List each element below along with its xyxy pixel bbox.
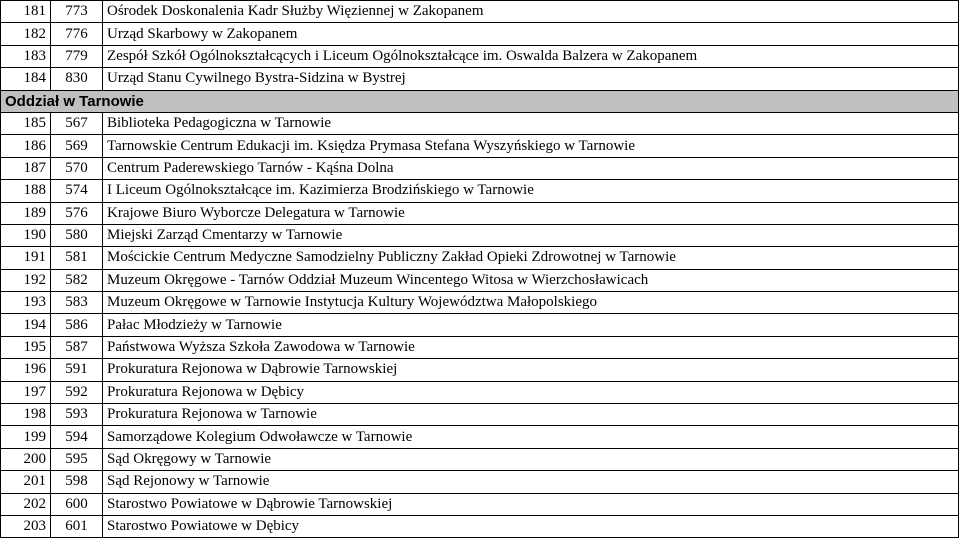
- institution-name-cell: Mościckie Centrum Medyczne Samodzielny Publiczny Zakład Opieki Zdrowotnej w Tarnowie: [103, 247, 959, 269]
- institution-name-cell: Prokuratura Rejonowa w Tarnowie: [103, 404, 959, 426]
- institution-name-cell: Samorządowe Kolegium Odwoławcze w Tarnowie: [103, 426, 959, 448]
- row-number-cell: 186: [1, 135, 51, 157]
- row-number-cell: 195: [1, 336, 51, 358]
- institution-id-cell: 601: [51, 515, 103, 537]
- row-number-cell: 201: [1, 471, 51, 493]
- table-row: [1, 515, 959, 537]
- institution-id-cell: 598: [51, 471, 103, 493]
- row-number-cell: 181: [1, 1, 51, 23]
- institution-name-cell: Muzeum Okręgowe w Tarnowie Instytucja Kultury Województwa Małopolskiego: [103, 292, 959, 314]
- table-row: [1, 448, 959, 470]
- institution-id-cell: 581: [51, 247, 103, 269]
- table-row: [1, 247, 959, 269]
- institution-id-cell: 773: [51, 1, 103, 23]
- institution-name-cell: Urząd Stanu Cywilnego Bystra-Sidzina w Bystrej: [103, 68, 959, 90]
- institution-id-cell: 600: [51, 493, 103, 515]
- table-row: [1, 314, 959, 336]
- institution-id-cell: 594: [51, 426, 103, 448]
- row-number-cell: 189: [1, 202, 51, 224]
- institution-name-cell: Sąd Rejonowy w Tarnowie: [103, 471, 959, 493]
- institution-id-cell: 567: [51, 112, 103, 134]
- row-number-cell: 193: [1, 292, 51, 314]
- row-number-cell: 199: [1, 426, 51, 448]
- row-number-cell: 184: [1, 68, 51, 90]
- section-header-row: [1, 90, 959, 112]
- institution-id-cell: 570: [51, 157, 103, 179]
- institution-name-cell: Krajowe Biuro Wyborcze Delegatura w Tarnowie: [103, 202, 959, 224]
- institution-name-cell: Centrum Paderewskiego Tarnów - Kąśna Dolna: [103, 157, 959, 179]
- table-row: [1, 180, 959, 202]
- institution-name-cell: Pałac Młodzieży w Tarnowie: [103, 314, 959, 336]
- table-row: [1, 202, 959, 224]
- row-number-cell: 196: [1, 359, 51, 381]
- row-number-cell: 194: [1, 314, 51, 336]
- institution-id-cell: 574: [51, 180, 103, 202]
- row-number-cell: 190: [1, 224, 51, 246]
- row-number-cell: 203: [1, 515, 51, 537]
- institution-id-cell: 830: [51, 68, 103, 90]
- institution-name-cell: Zespół Szkół Ogólnokształcących i Liceum Ogólnokształcące im. Oswalda Balzera w Zakopanem: [103, 45, 959, 67]
- table-row: [1, 68, 959, 90]
- institution-id-cell: 582: [51, 269, 103, 291]
- institution-id-cell: 591: [51, 359, 103, 381]
- table-row: [1, 224, 959, 246]
- row-number-cell: 183: [1, 45, 51, 67]
- institution-id-cell: 592: [51, 381, 103, 403]
- institution-id-cell: 595: [51, 448, 103, 470]
- institution-id-cell: 586: [51, 314, 103, 336]
- institution-id-cell: 569: [51, 135, 103, 157]
- table-row: [1, 269, 959, 291]
- institution-name-cell: Starostwo Powiatowe w Dąbrowie Tarnowskiej: [103, 493, 959, 515]
- row-number-cell: 202: [1, 493, 51, 515]
- table-row: [1, 1, 959, 23]
- row-number-cell: 198: [1, 404, 51, 426]
- institution-id-cell: 580: [51, 224, 103, 246]
- row-number-cell: 182: [1, 23, 51, 45]
- row-number-cell: 200: [1, 448, 51, 470]
- table-row: [1, 45, 959, 67]
- row-number-cell: 188: [1, 180, 51, 202]
- row-number-cell: 197: [1, 381, 51, 403]
- institution-name-cell: Prokuratura Rejonowa w Dąbrowie Tarnowskiej: [103, 359, 959, 381]
- table-row: [1, 426, 959, 448]
- institution-id-cell: 587: [51, 336, 103, 358]
- table-row: [1, 135, 959, 157]
- institution-id-cell: 583: [51, 292, 103, 314]
- section-title: Oddział w Tarnowie: [1, 90, 959, 112]
- institution-id-cell: 779: [51, 45, 103, 67]
- row-number-cell: 191: [1, 247, 51, 269]
- institution-id-cell: 576: [51, 202, 103, 224]
- table-row: [1, 493, 959, 515]
- table-row: [1, 292, 959, 314]
- institution-name-cell: Urząd Skarbowy w Zakopanem: [103, 23, 959, 45]
- row-number-cell: 187: [1, 157, 51, 179]
- table-row: [1, 336, 959, 358]
- institution-id-cell: 776: [51, 23, 103, 45]
- institution-name-cell: I Liceum Ogólnokształcące im. Kazimierza Brodzińskiego w Tarnowie: [103, 180, 959, 202]
- table-row: [1, 112, 959, 134]
- row-number-cell: 192: [1, 269, 51, 291]
- table-row: [1, 23, 959, 45]
- table-row: [1, 404, 959, 426]
- institution-name-cell: Państwowa Wyższa Szkoła Zawodowa w Tarnowie: [103, 336, 959, 358]
- row-number-cell: 185: [1, 112, 51, 134]
- table-body: [1, 1, 959, 538]
- institution-name-cell: Sąd Okręgowy w Tarnowie: [103, 448, 959, 470]
- institution-id-cell: 593: [51, 404, 103, 426]
- table-row: [1, 381, 959, 403]
- table-row: [1, 157, 959, 179]
- table-row: [1, 471, 959, 493]
- institution-name-cell: Muzeum Okręgowe - Tarnów Oddział Muzeum Wincentego Witosa w Wierzchosławicach: [103, 269, 959, 291]
- institution-name-cell: Biblioteka Pedagogiczna w Tarnowie: [103, 112, 959, 134]
- institution-name-cell: Starostwo Powiatowe w Dębicy: [103, 515, 959, 537]
- institution-name-cell: Tarnowskie Centrum Edukacji im. Księdza Prymasa Stefana Wyszyńskiego w Tarnowie: [103, 135, 959, 157]
- institution-name-cell: Miejski Zarząd Cmentarzy w Tarnowie: [103, 224, 959, 246]
- table-row: [1, 359, 959, 381]
- institution-name-cell: Ośrodek Doskonalenia Kadr Służby Więziennej w Zakopanem: [103, 1, 959, 23]
- institution-name-cell: Prokuratura Rejonowa w Dębicy: [103, 381, 959, 403]
